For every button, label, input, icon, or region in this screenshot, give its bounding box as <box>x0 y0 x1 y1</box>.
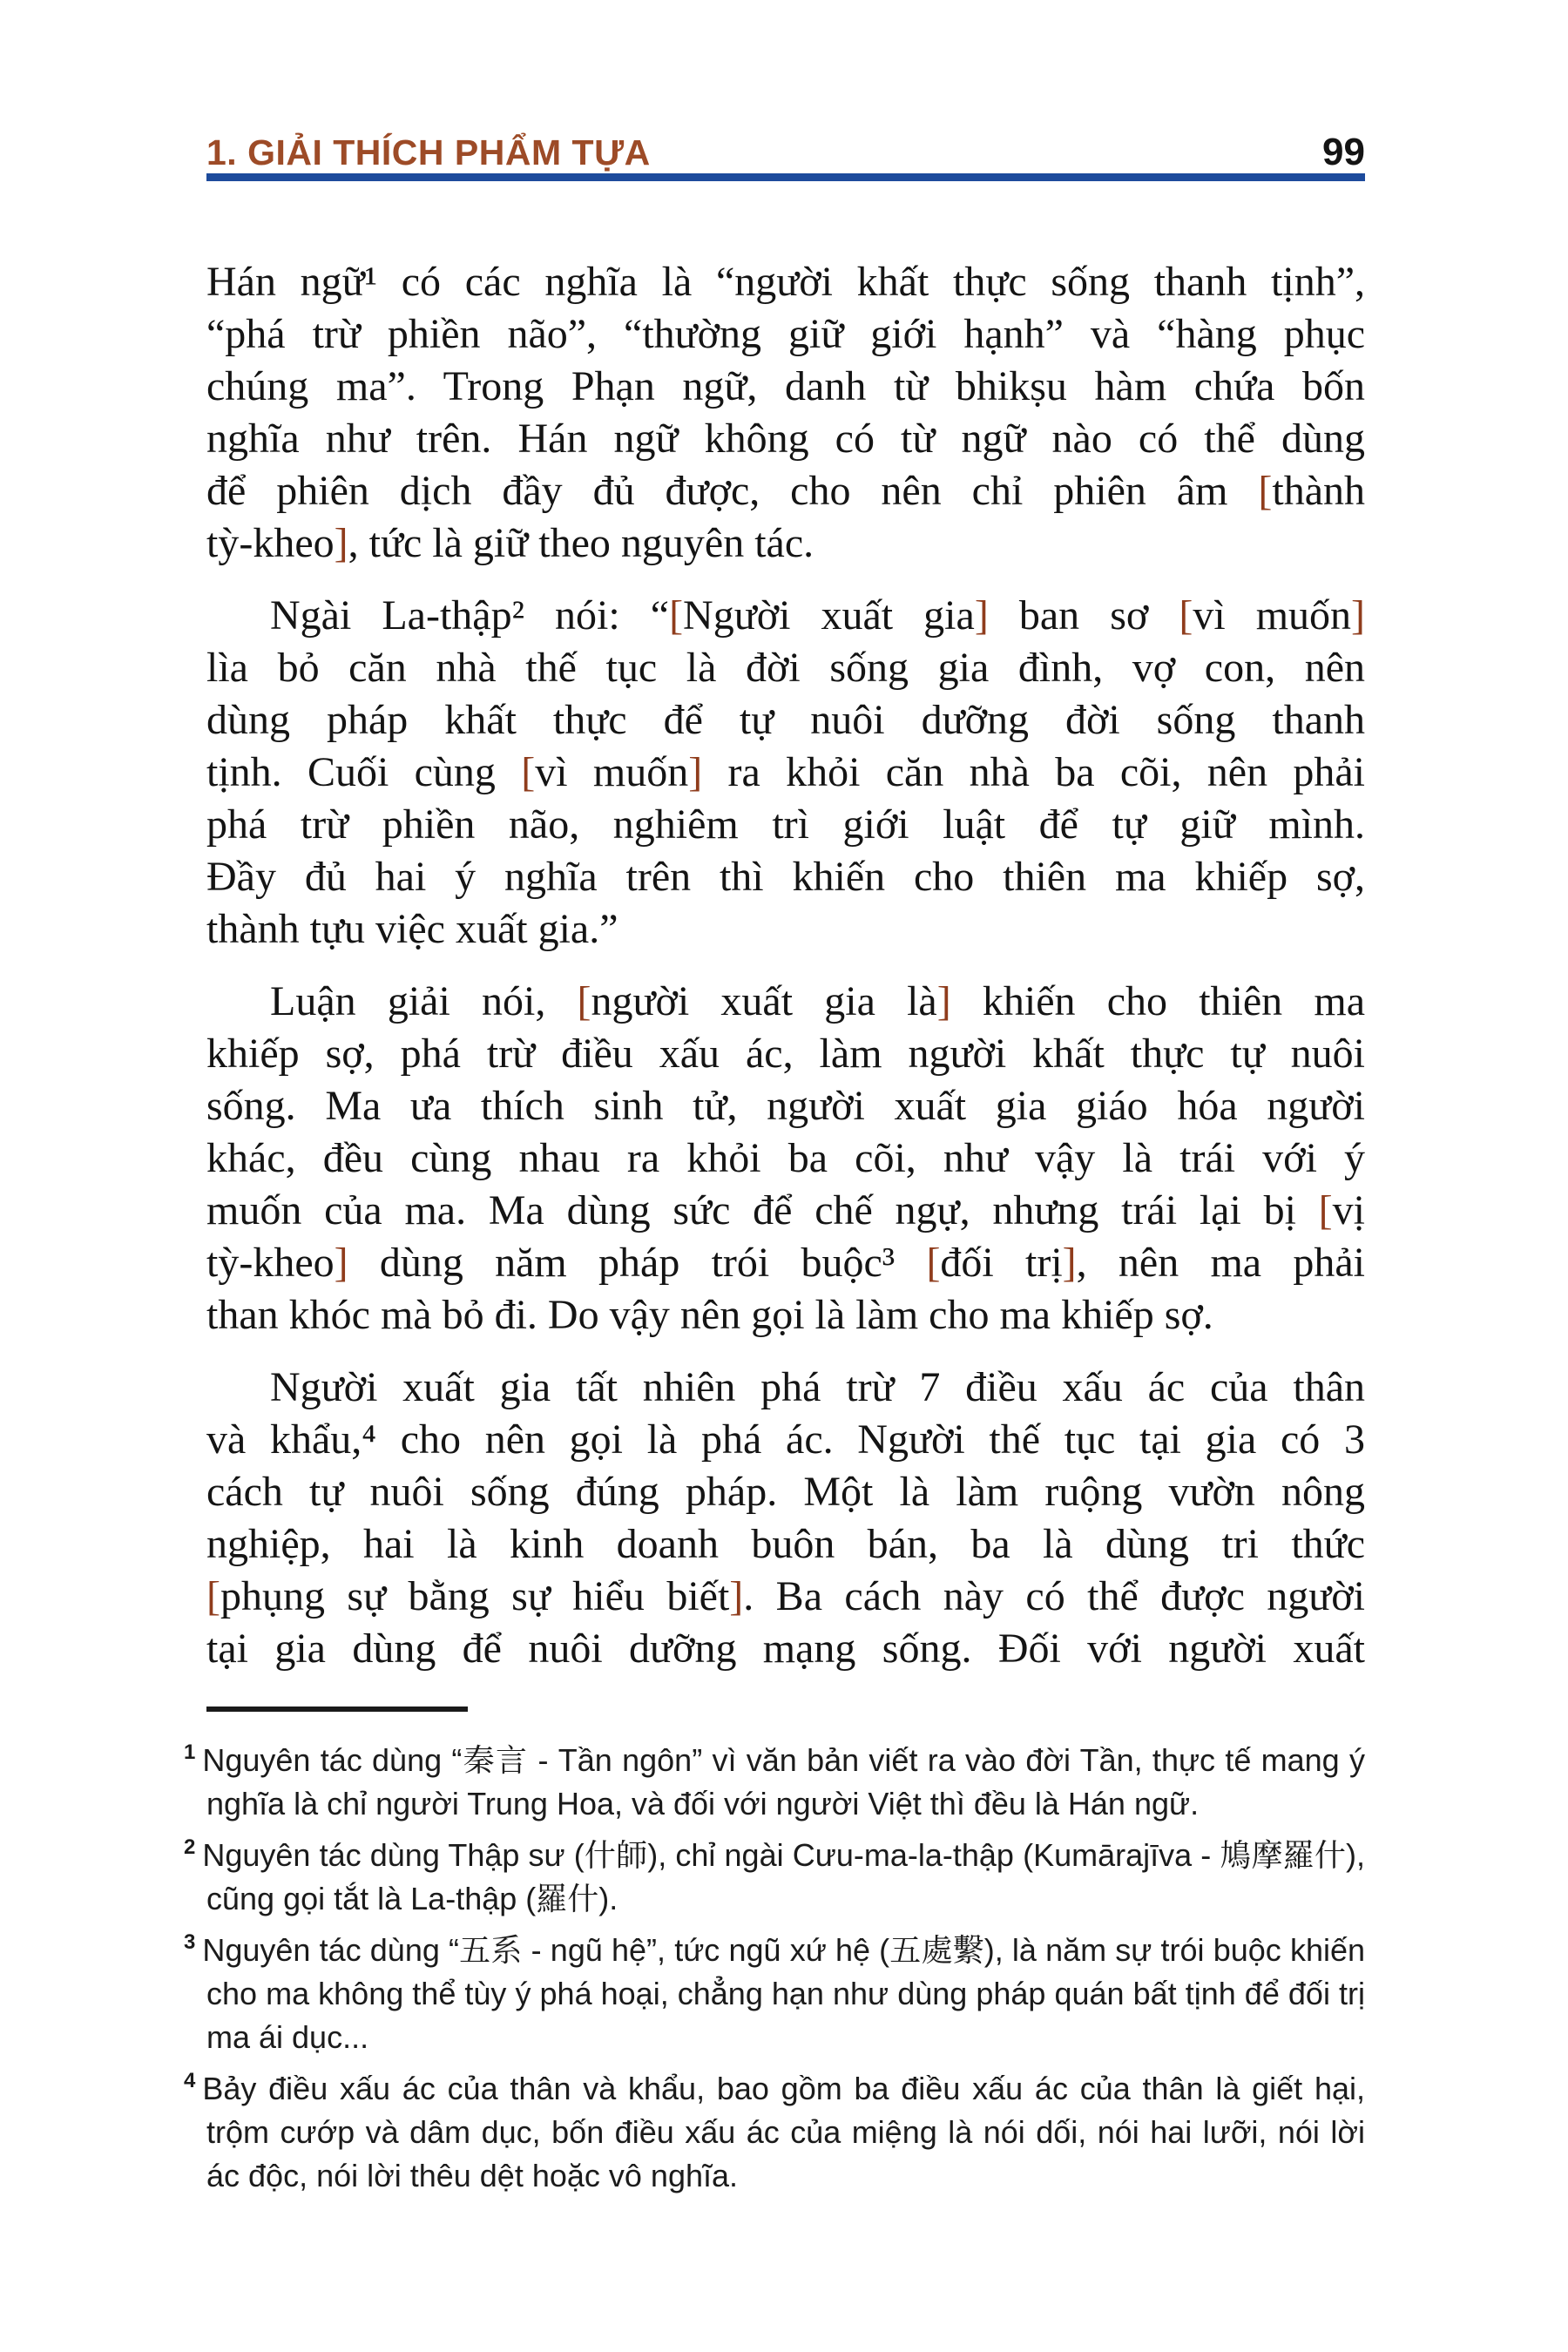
paragraph <box>206 590 1365 956</box>
footnote-text: Nguyên tác dùng “五系 - ngũ hệ”, tức ngũ xứ hệ (五處繫), là năm sự trói buộc khiến cho ma không thể tùy ý phá hoại, chẳng hạn như dùng pháp quán bất tịnh để đối trị ma ái dục... <box>202 1932 1366 2055</box>
text-line: “phá trừ phiền não”, “thường giữ giới hạnh” và “hàng phục <box>206 311 1365 357</box>
footnote-marker: 4 <box>184 2069 196 2092</box>
footnote-text: Bảy điều xấu ác của thân và khẩu, bao gồm ba điều xấu ác của thân là giết hại, trộm cướp và dâm dục, bốn điều xấu ác của miệng là nói dối, nói hai lưỡi, nói lời ác độc, nói lời thêu dệt hoặc vô nghĩa. <box>202 2071 1365 2193</box>
footnote <box>184 1921 1366 2059</box>
text-line: khác, đều cùng nhau ra khỏi ba cõi, như vậy là trái với ý <box>206 1135 1365 1181</box>
text-line: than khóc mà bỏ đi. Do vậy nên gọi là làm cho ma khiếp sợ. <box>206 1292 1213 1338</box>
footnote-separator <box>206 1707 468 1712</box>
text-line: Hán ngữ¹ có các nghĩa là “người khất thực sống thanh tịnh”, <box>206 259 1365 305</box>
text-line: muốn của ma. Ma dùng sức để chế ngự, nhưng trái lại bị [vị <box>206 1187 1365 1233</box>
footnotes <box>184 1731 1366 2198</box>
body-text <box>206 256 1365 1675</box>
footnote <box>184 1731 1365 1826</box>
text-line: tỳ-kheo] dùng năm pháp trói buộc³ [đối trị], nên ma phải <box>206 1240 1366 1286</box>
paragraph <box>206 1362 1365 1675</box>
text-line: khiếp sợ, phá trừ điều xấu ác, làm người khất thực tự nuôi <box>206 1031 1365 1077</box>
text-line: lìa bỏ căn nhà thế tục là đời sống gia đình, vợ con, nên <box>206 645 1365 691</box>
text-line: phá trừ phiền não, nghiêm trì giới luật để tự giữ mình. <box>206 801 1365 848</box>
text-line: sống. Ma ưa thích sinh tử, người xuất gia giáo hóa người <box>206 1083 1365 1129</box>
footnote-marker: 3 <box>184 1930 196 1954</box>
text-line: tỳ-kheo], tức là giữ theo nguyên tác. <box>206 520 814 566</box>
footnote-marker: 2 <box>184 1835 196 1859</box>
text-line: [phụng sự bằng sự hiểu biết]. Ba cách này có thể được người <box>206 1573 1366 1619</box>
text-line: Người xuất gia tất nhiên phá trừ 7 điều xấu ác của thân <box>270 1364 1365 1410</box>
footnote-marker: 1 <box>184 1740 196 1764</box>
text-line: Đầy đủ hai ý nghĩa trên thì khiến cho thiên ma khiếp sợ, <box>206 854 1365 900</box>
paragraph <box>206 976 1365 1342</box>
text-line: và khẩu,⁴ cho nên gọi là phá ác. Người thế tục tại gia có 3 <box>206 1416 1365 1463</box>
text-line: nghiệp, hai là kinh doanh buôn bán, ba là dùng tri thức <box>206 1521 1365 1567</box>
text-line: dùng pháp khất thực để tự nuôi dưỡng đời sống thanh <box>206 697 1365 743</box>
chapter-title: 1. GIẢI THÍCH PHẨM TỰA <box>206 132 651 172</box>
text-line: thành tựu việc xuất gia.” <box>206 906 618 952</box>
page-content <box>184 131 1366 2198</box>
text-line: Ngài La-thập² nói: “[Người xuất gia] ban sơ [vì muốn] <box>270 592 1366 639</box>
footnote-text: Nguyên tác dùng Thập sư (什師), chỉ ngài Cưu-ma-la-thập (Kumārajīva - 鳩摩羅什), cũng gọi tắt là La-thập (羅什). <box>202 1837 1366 1916</box>
text-line: để phiên dịch đầy đủ được, cho nên chỉ phiên âm [thành <box>206 468 1365 514</box>
footnote <box>184 2059 1365 2198</box>
paragraph <box>206 256 1365 570</box>
text-line: chúng ma”. Trong Phạn ngữ, danh từ bhikṣu hàm chứa bốn <box>206 363 1365 409</box>
header-rule <box>206 173 1365 181</box>
page-number: 99 <box>1322 131 1365 173</box>
text-line: tịnh. Cuối cùng [vì muốn] ra khỏi căn nhà ba cõi, nên phải <box>206 749 1366 795</box>
text-line: Luận giải nói, [người xuất gia là] khiến cho thiên ma <box>270 978 1365 1024</box>
footnote-text: Nguyên tác dùng “秦言 - Tần ngôn” vì văn bản viết ra vào đời Tần, thực tế mang ý nghĩa là chỉ người Trung Hoa, và đối với người Việt thì đều là Hán ngữ. <box>202 1742 1365 1821</box>
text-line: cách tự nuôi sống đúng pháp. Một là làm ruộng vườn nông <box>206 1469 1365 1515</box>
footnote <box>184 1826 1366 1921</box>
page-header <box>206 131 1365 172</box>
text-line: tại gia dùng để nuôi dưỡng mạng sống. Đối với người xuất <box>206 1625 1365 1672</box>
text-line: nghĩa như trên. Hán ngữ không có từ ngữ nào có thể dùng <box>206 416 1365 462</box>
